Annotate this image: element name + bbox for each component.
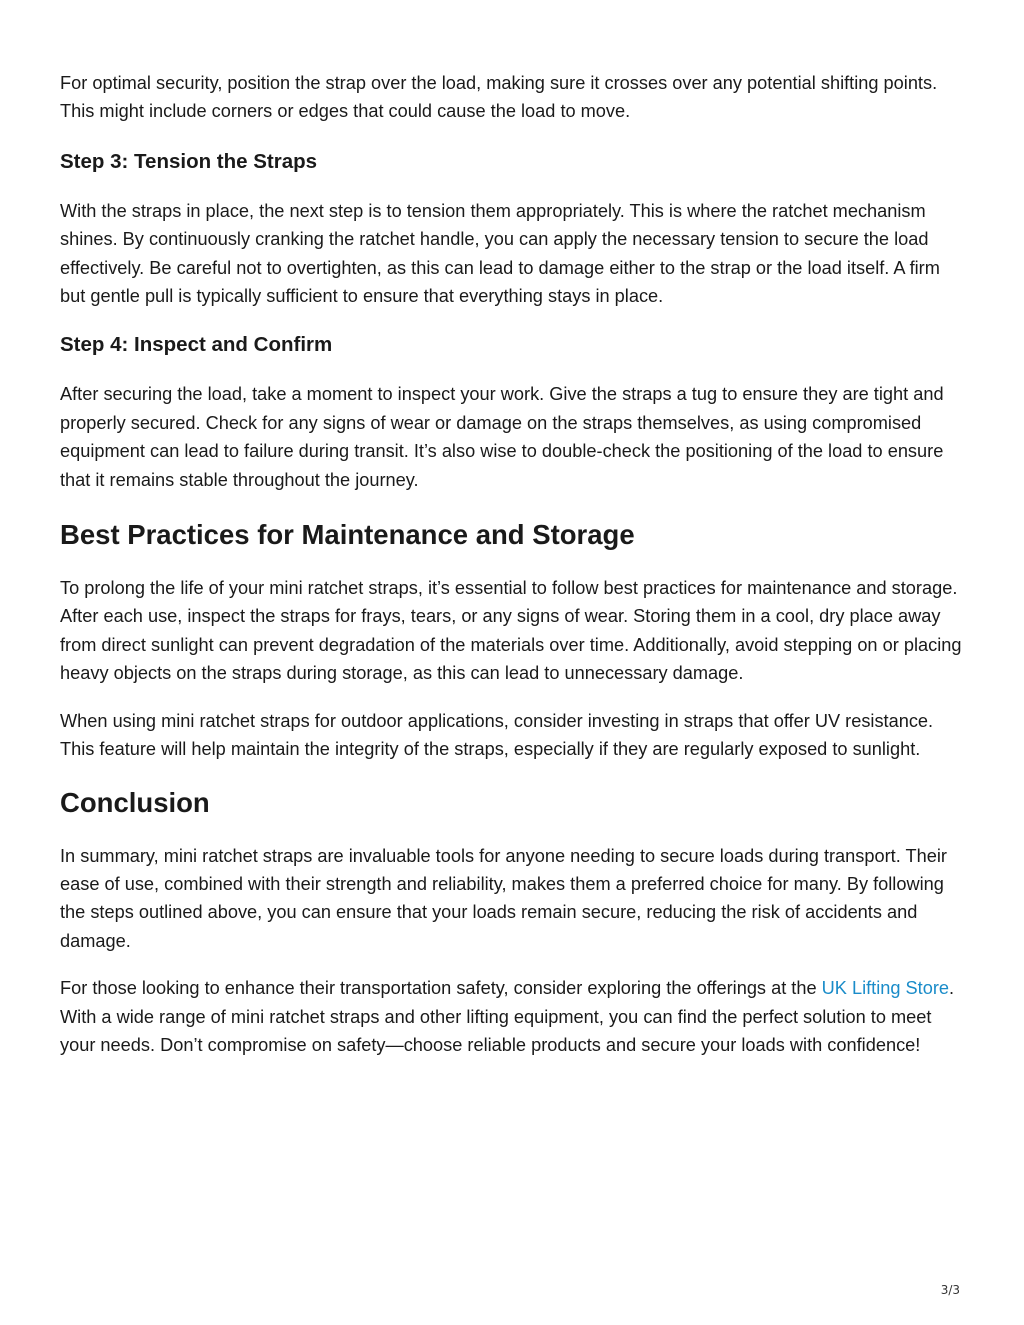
article-content xyxy=(60,69,970,1059)
uk-lifting-store-link[interactable]: UK Lifting Store xyxy=(821,978,950,999)
best-practices-paragraph-2: When using mini ratchet straps for outdoor applications, consider investing in straps that offer UV resistance. This feature will help maintain the integrity of the straps, especially if they are regularly exposed to sunlight. xyxy=(60,710,934,760)
intro-paragraph: For optimal security, position the strap over the load, making sure it crosses over any potential shifting points. This might include corners or edges that could cause the load to move. xyxy=(60,73,938,122)
best-practices-heading: Best Practices for Maintenance and Storage xyxy=(60,519,635,551)
conclusion-heading: Conclusion xyxy=(60,786,210,818)
step-3-paragraph: With the straps in place, the next step is to tension them appropriately. This is where the ratchet mechanism shines. By continuously cranking the ratchet handle, you can apply the necessary tension to secure the load effectively. Be careful not to overtighten, as this can lead to damage either to the strap or the load itself. A firm but gentle pull is typically sufficient to ensure that everything stays in place. xyxy=(60,200,940,307)
page-number: 3/3 xyxy=(940,1283,960,1297)
conclusion-paragraph-2-start: For those looking to enhance their transportation safety, consider exploring the offerings at the xyxy=(60,978,822,999)
best-practices-paragraph-1: To prolong the life of your mini ratchet straps, it’s essential to follow best practices for maintenance and storage. After each use, inspect the straps for frays, tears, or any signs of wear. Storing them in a cool, dry place away from direct sunlight can prevent degradation of the materials over time. Additionally, avoid stepping on or placing heavy objects on the straps during storage, as this can lead to unnecessary damage. xyxy=(60,578,962,684)
conclusion-paragraph-2-end: . With a wide range of mini ratchet straps and other lifting equipment, you can find the perfect solution to meet your needs. Don’t compromise on safety—choose reliable products and secure your loads with confidence! xyxy=(60,978,955,1055)
step-4-paragraph: After securing the load, take a moment to inspect your work. Give the straps a tug to ensure they are tight and properly secured. Check for any signs of wear or damage on the straps themselves, as using compromised equipment can lead to failure during transit. It’s also wise to double-check the positioning of the load to ensure that it remains stable throughout the journey. xyxy=(60,384,944,490)
conclusion-paragraph-1: In summary, mini ratchet straps are invaluable tools for anyone needing to secure loads during transport. Their ease of use, combined with their strength and reliability, makes them a preferred choice for many. By following the steps outlined above, you can ensure that your loads remain secure, reducing the risk of accidents and damage. xyxy=(60,845,947,951)
conclusion-paragraph-2 xyxy=(60,974,970,1059)
step-3-heading: Step 3: Tension the Straps xyxy=(60,149,318,173)
step-4-heading: Step 4: Inspect and Confirm xyxy=(60,333,333,357)
